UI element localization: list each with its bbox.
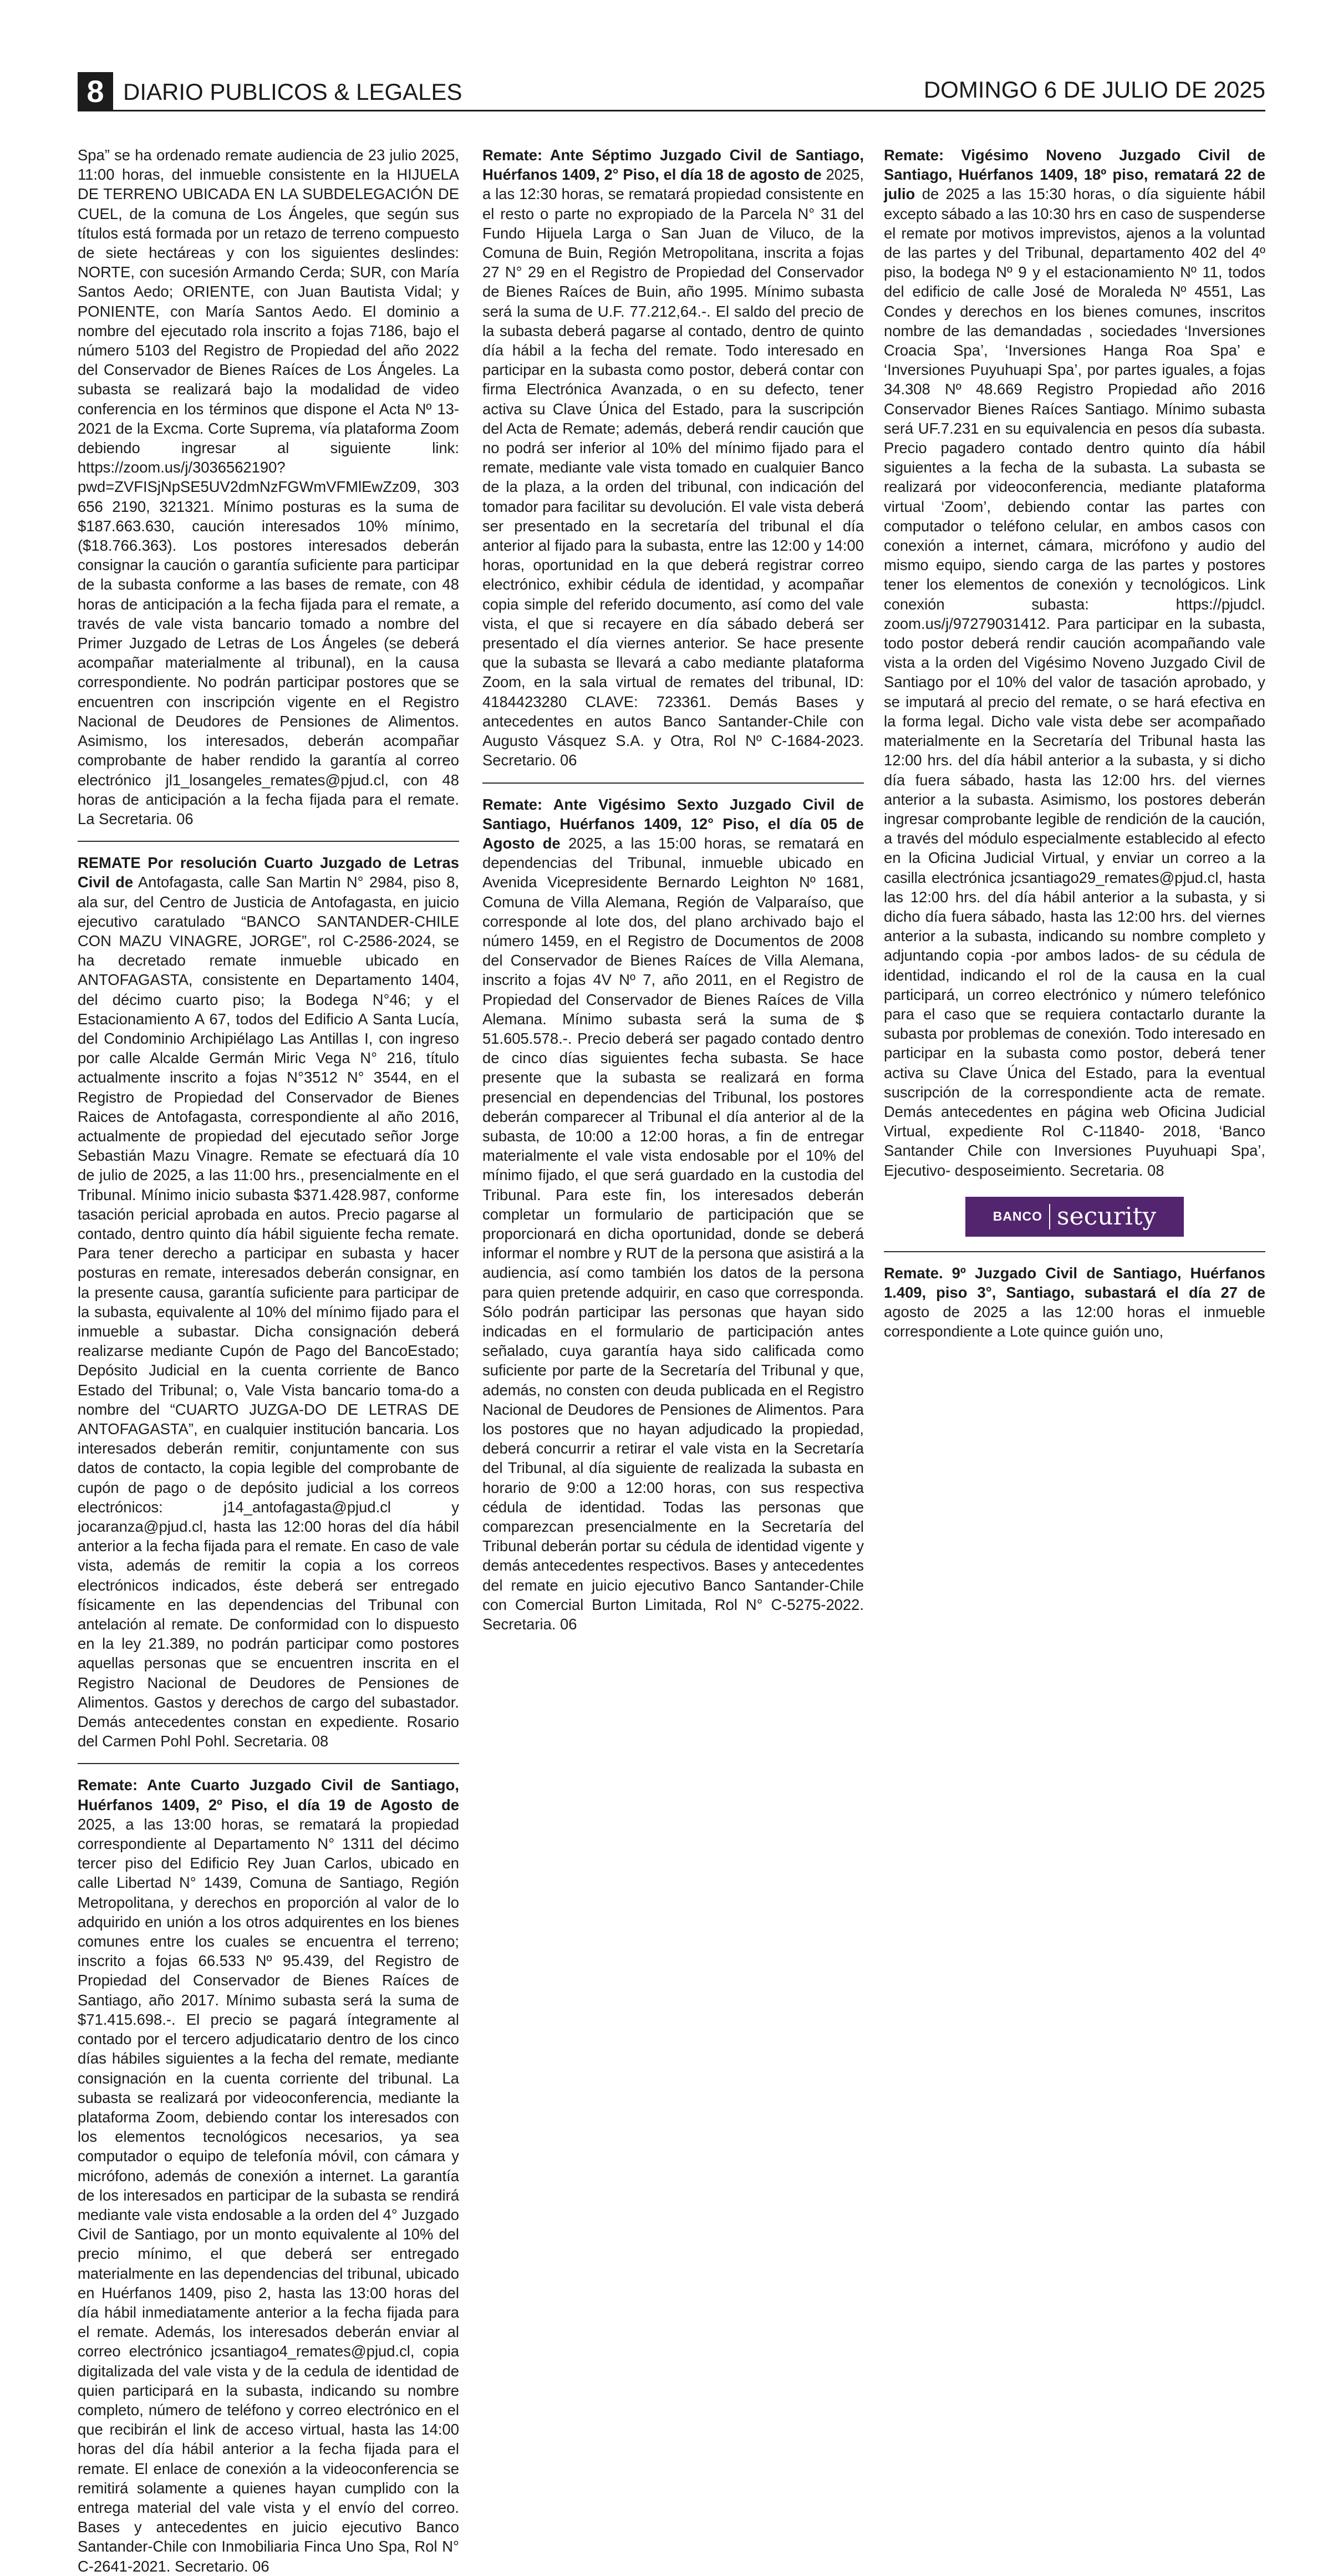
notice-text — [884, 145, 1265, 1180]
notice-divider — [482, 783, 864, 784]
notice-remate-vigesimo-sexto — [482, 795, 864, 1634]
issue-date: DOMINGO 6 DE JULIO DE 2025 — [923, 77, 1265, 103]
page-number: 8 — [78, 72, 113, 111]
notice-remate-cuarto-juzgado — [78, 1775, 459, 2575]
notice-body: 2025, a las 13:00 horas, se rematará la propiedad correspondiente al Departamento N° 1311 del décimo tercer piso del Edificio Rey Juan Carlos, ubicado en calle Libertad N° 1439, Comuna de Santiago, Región Metropolitana, y derechos en proporción al valor de lo adquirido en unión a los otros adquirentes en los bienes comunes entre los cuales se encuentra el terreno; inscrito a fojas 66.533 Nº 95.439, del Registro de Propiedad del Conservador de Bienes Raíces de Santiago, año 2017. Mínimo subasta será la suma de $71.415.698.-. El precio se pagará íntegramente al contado por el tercero adjudicatario dentro de los cinco días hábiles siguientes a la fecha del remate, mediante consignación en la cuenta corriente del tribunal. La subasta se realizará por videoconferencia, mediante la plataforma Zoom, debiendo contar los interesados con los elementos tecnológicos necesarios, ya sea computador o equipo de telefonía móvil, con cámara y micrófono, además de conexión a internet. La garantía de los interesados en participar de la subasta se rendirá mediante vale vista endosable a la orden del 4° Juzgado Civil de Santiago, por un monto equivalente al 10% del precio mínimo, el que deberá ser entregado materialmente en las dependencias del tribunal, ubicado en Huérfanos 1409, piso 2, hasta las 13:00 horas del día hábil inmediatamente anterior a la fecha fijada para el remate. Además, los interesados deberán enviar al correo electrónico jcsantiago4_remates@pjud.cl, copia digitalizada del vale vista y de la cedula de identidad de quien participará en la subasta, indicando su nombre completo, número de teléfono y correo electrónico en el que recibirán el link de acceso virtual, hasta las 14:00 horas del día hábil anterior a la fecha fijada para el remate. El enlace de conexión a la videoconferencia se remitirá solamente a quienes hayan cumplido con la entrega material del vale vista y el envío del correo. Bases y antecedentes en juicio ejecutivo Banco Santander-Chile con Inmobiliaria Finca Uno Spa, Rol N° C-2641-2021. Secretario. 06 — [78, 1815, 459, 2575]
notice-lead: Remate: Ante Cuarto Juzgado Civil de Santiago, Huérfanos 1409, 2º Piso, el día 19 de Agosto de — [78, 1776, 459, 1813]
section-title: DIARIO PUBLICOS & LEGALES — [123, 79, 462, 105]
notice-lead: REMATE Por resolución Cuarto Juzgado de Letras Civil de — [78, 854, 459, 891]
notice-body: Antofagasta, calle San Martin N° 2984, piso 8, ala sur, del Centro de Justicia de Antofagasta, en juicio ejecutivo caratulado “BANCO SANTANDER-CHILE CON MAZU VINAGRE, JORGE”, rol C-2586-2024, se ha decretado remate inmueble ubicado en ANTOFAGASTA, consistente en Departamento 1404, del décimo cuarto piso; la Bodega N°46; y el Estacionamiento A 67, todos del Edificio A Santa Lucía, del Condominio Archipiélago Las Antillas I, con ingreso por calle Alcalde Germán Miric Vega N° 216, título actualmente inscrito a fojas N°3512 N° 3544, en el Registro de Propiedad del Conservador de Bienes Raices de Antofagasta, correspondiente al año 2016, actualmente de propiedad del ejecutado señor Jorge Sebastián Mazu Vinagre. Remate se efectuará día 10 de julio de 2025, a las 11:00 hrs., presencialmente en el Tribunal. Mínimo inicio subasta $371.428.987, conforme tasación pericial aprobada en autos. Precio pagarse al contado, dentro quinto día hábil siguiente fecha remate. Para tener derecho a participar en subasta y hacer posturas en remate, interesados deberán consignar, en la presente causa, garantía suficiente para participar de la subasta, equivalente al 10% del mínimo fijado para el inmueble a subastar. Dicha consignación deberá realizarse mediante Cupón de Pago del BancoEstado; Depósito Judicial en la cuenta corriente de Banco Estado del Tribunal; o, Vale Vista bancario toma-do a nombre del “CUARTO JUZGA-DO DE LETRAS DE ANTOFAGASTA”, en cualquier institución bancaria. Los interesados deberán remitir, conjuntamente con sus datos de contacto, la copia legible del comprobante de cupón de pago o de depósito judicial a los correos electrónicos: j14_antofagasta@pjud.cl y jocaranza@pjud.cl, hasta las 12:00 horas del día hábil anterior a la fecha fijada para el remate. En caso de vale vista, además de remitir la copia a los correos electrónicos indicados, éste deberá ser entregado físicamente en las dependencias del Tribunal con antelación al remate. De conformidad con lo dispuesto en la ley 21.389, no podrán participar como postores aquellas personas que se encuentren inscrita en el Registro Nacional de Deudores de Pensiones de Alimentos. Gastos y derechos de cargo del subastador. Demás antecedentes constan en expediente. Rosario del Carmen Pohl Pohl. Secretaria. 08 — [78, 873, 459, 1750]
notice-divider — [78, 1763, 459, 1764]
notice-body: agosto de 2025 a las 12:00 horas el inmueble correspondiente a Lote quince guión uno, — [884, 1303, 1265, 1340]
column-2 — [482, 145, 864, 1931]
notice-remate-los-angeles — [78, 145, 459, 829]
column-3 — [884, 145, 1265, 1931]
notice-remate-septimo-juzgado — [482, 145, 864, 770]
notice-remate-noveno-juzgado — [884, 1263, 1265, 1342]
banco-security-ad — [965, 1197, 1184, 1237]
ad-divider — [1049, 1204, 1050, 1229]
notice-text — [482, 145, 864, 770]
notice-body: de 2025 a las 15:30 horas, o día siguiente hábil excepto sábado a las 10:30 hrs en caso de suspenderse el remate por motivos imprevistos, ajenos a la voluntad de las partes y del Tribunal, departamento 402 del 4º piso, la bodega Nº 9 y el estacionamiento Nº 11, todos del edificio de calle José de Moraleda Nº 4551, Las Condes y derechos en los bienes comunes, inscritos nombre de las demandadas , sociedades ‘Inversiones Croacia Spa’, ‘Inversiones Hanga Roa Spa’ e ‘Inversiones Puyuhuapi Spa’, por partes iguales, a fojas 34.308 Nº 48.669 Registro Propiedad año 2016 Conservador Bienes Raíces Santiago. Mínimo subasta será UF.7.231 en su equivalencia en pesos día subasta. Precio pagadero contado dentro quinto día hábil siguientes a la fecha de la subasta. La subasta se realizará por videoconferencia, mediante plataforma virtual ‘Zoom’, debiendo contar las partes con computador o teléfono celular, en ambos casos con conexión a internet, cámara, micrófono y audio del mismo equipo, siendo carga de las partes y postores tener los elementos de conexión y tecnológicos. Link conexión subasta: https://pjudcl. zoom.us/j/97279031412. Para participar en la subasta, todo postor deberá rendir caución acompañando vale vista a la orden del Vigésimo Noveno Juzgado Civil de Santiago por el 10% del valor de tasación aprobado, y se imputará al precio del remate, o se hará efectiva en la forma legal. Dicho vale vista debe ser acompañado materialmente en la Secretaría del Tribunal hasta las 12:00 hrs. del día hábil anterior a la subasta, y si dicho día fuera sábado, hasta las 12:00 hrs. del viernes anterior a la subasta. Asimismo, los postores deberán ingresar comprobante legible de rendición de la caución, a través del módulo especialmente establecido al efecto en la Oficina Judicial Virtual, y enviar un correo a la casilla electrónica jcsantiago29_remates@pjud.cl, hasta las 12:00 hrs. del día hábil anterior a la subasta, y si dicho día fuera sábado, hasta las 12:00 hrs. del viernes anterior a la subasta, indicando su nombre completo y adjuntando copia -por ambos lados- de su cédula de identidad, indicando el rol de la causa en la cual participará, un correo electrónico y número telefónico para el caso que se requiera contactarlo durante la subasta por problemas de conexión. Todo interesado en participar en la subasta como postor, deberá tener activa su Clave Única del Estado, para la eventual suscripción de la correspondiente acta de remate. Demás antecedentes en página web Oficina Judicial Virtual, expediente Rol C-11840- 2018, ‘Banco Santander Chile con Inversiones Puyuhuapi Spa’, Ejecutivo- desposeimiento. Secretaria. 08 — [884, 185, 1265, 1179]
header-rule — [78, 110, 1265, 111]
notice-body: Spa” se ha ordenado remate audiencia de 23 julio 2025, 11:00 horas, del inmueble consistente en la HIJUELA DE TERRENO UBICADA EN LA SUBDELEGACIÓN DE CUEL, de la comuna de Los Ángeles, que según sus títulos está formada por un retazo de terreno compuesto de siete hectáreas y con los siguientes deslindes: NORTE, con sucesión Armando Cerda; SUR, con María Santos Aedo; ORIENTE, con Juan Bautista Vidal; y PONIENTE, con María Santos Aedo. El dominio a nombre del ejecutado rola inscrito a fojas 7186, bajo el número 5103 del Registro de Propiedad del año 2022 del Conservador de Bienes Raíces de Los Ángeles. La subasta se realizará bajo la modalidad de video conferencia en los términos que dispone el Acta Nº 13-2021 de la Excma. Corte Suprema, vía plataforma Zoom debiendo ingresar al siguiente link: https://zoom.us/j/3036562190?pwd=ZVFISjNpSE5UV2dmNzFGWmVFMlEwZz09, 303 656 2190, 321321. Mínimo posturas es la suma de $187.663.630, caución interesados 10% mínimo, ($18.766.363). Los postores interesados deberán consignar la caución o garantía suficiente para participar de la subasta conforme a las bases de remate, con 48 horas de anticipación a la fecha fijada para el remate, a través de vale vista bancario tomado a nombre del Primer Juzgado de Letras de Los Ángeles (se deberá acompañar materialmente al tribunal), en la causa correspondiente. No podrán participar postores que se encuentren con inscripción vigente en el Registro Nacional de Deudores de Pensiones de Alimentos. Asimismo, los interesados, deberán acompañar comprobante de haber rendido la garantía al correo electrónico jl1_losangeles_remates@pjud.cl, con 48 horas de anticipación a la fecha fijada para el remate. La Secretaria. 06 — [78, 146, 459, 827]
notice-body: 2025, a las 15:00 horas, se rematará en dependencias del Tribunal, inmueble ubicado en Avenida Vicepresidente Bernardo Leighton Nº 1681, Comuna de Villa Alemana, Región de Valparaíso, que corresponde al lote dos, del plano archivado bajo el número 1459, en el Registro de Documentos de 2008 del Conservador de Bienes Raíces de Villa Alemana, inscrito a fojas 4V Nº 7, año 2011, en el Registro de Propiedad del Conservador de Bienes Raíces de Villa Alemana. Mínimo subasta será la suma de $ 51.605.578.-. Precio deberá ser pagado contado dentro de cinco días siguientes fecha subasta. Se hace presente que la subasta se realizará en forma presencial en dependencias del Tribunal, los postores deberán comparecer al Tribunal el día anterior al de la subasta, de 10:00 a 12:00 horas, a fin de entregar materialmente el vale vista endosable por el 10% del mínimo fijado, el que será guardado en la custodia del Tribunal. Para este fin, los interesados deberán completar un formulario de participación que se proporcionará en dicha oportunidad, donde se deberá informar el nombre y RUT de la persona que asistirá a la audiencia, así como también los datos de la persona para quien pretende adquirir, en caso que corresponda. Sólo podrán participar las personas que hayan sido indicadas en el formulario de participación antes señalado, cuya garantía haya sido calificada como suficiente por parte de la Secretaría del Tribunal y que, además, no consten con deuda publicada en el Registro Nacional de Deudores de Pensiones de Alimentos. Para los postores que no hayan adjudicado la propiedad, deberá concurrir a retirar el vale vista en la Secretaría del Tribunal, al día siguiente de realizada la subasta en horario de 9:00 a 12:00 horas, con sus respectiva cédula de identidad. Todas las personas que comparezcan presencialmente en la Secretaría del Tribunal deberán portar su cédula de identidad vigente y demás antecedentes respectivos. Bases y antecedentes del remate en juicio ejecutivo Banco Santander-Chile con Comercial Burton Limitada, Rol N° C-5275-2022. Secretaria. 06 — [482, 834, 864, 1633]
notice-text — [78, 853, 459, 1751]
column-1 — [78, 145, 459, 2575]
notice-text — [884, 1263, 1265, 1342]
notice-text — [482, 795, 864, 1634]
notice-remate-antofagasta — [78, 853, 459, 1751]
ad-bank-name: security — [1057, 1202, 1157, 1231]
notice-remate-vigesimo-noveno — [884, 145, 1265, 1180]
notice-divider — [78, 841, 459, 842]
notice-lead: Remate. 9º Juzgado Civil de Santiago, Huérfanos 1.409, piso 3°, Santiago, subastará el día 27 de — [884, 1264, 1265, 1301]
notice-lead: Remate: Ante Vigésimo Sexto Juzgado Civil de Santiago, Huérfanos 1409, 12° Piso, el día 05 de Agosto de — [482, 795, 864, 852]
notice-text — [78, 1775, 459, 2575]
notice-lead: Remate: Ante Séptimo Juzgado Civil de Santiago, Huérfanos 1409, 2° Piso, el día 18 de agosto de — [482, 146, 864, 184]
notice-body: 2025, a las 12:30 horas, se rematará propiedad consistente en el resto o parte no expropiado de la Parcela N° 31 del Fundo Hijuela Larga o San Juan de Viluco, de la Comuna de Buin, Región Metropolitana, inscrita a fojas 27 N° 29 en el Registro de Propiedad del Conservador de Bienes Raíces de Buin, año 1995. Mínimo subasta será la suma de U.F. 77.212,64.-. El saldo del precio de la subasta deberá pagarse al contado, dentro de quinto día hábil a la fecha del remate. Todo interesado en participar en la subasta como postor, deberá contar con firma Electrónica Avanzada, o en su defecto, tener activa su Clave Única del Estado, para la suscripción del Acta de Remate; además, deberá rendir caución que no podrá ser inferior al 10% del mínimo fijado para el remate, mediante vale vista tomado en cualquier Banco de la plaza, a la orden del tribunal, con indicación del tomador para facilitar su devolución. El vale vista deberá ser presentado en la secretaría del tribunal el día anterior al fijado para la subasta, entre las 12:00 y 14:00 horas, oportunidad en la que deberá registrar correo electrónico, exhibir cédula de identidad, y acompañar copia simple del referido documento, así como del vale vista, el que si recayere en día sábado deberá ser presentado el día viernes anterior. Se hace presente que la subasta se llevará a cabo mediante plataforma Zoom, en la sala virtual de remates del tribunal, ID: 4184423280 CLAVE: 723361. Demás Bases y antecedentes en autos Banco Santander-Chile con Augusto Vásquez S.A. y Otra, Rol Nº C-1684-2023. Secretario. 06 — [482, 166, 864, 769]
ad-bank-word: BANCO — [993, 1208, 1043, 1223]
notice-divider — [884, 1251, 1265, 1252]
notice-lead: Remate: Vigésimo Noveno Juzgado Civil de Santiago, Huérfanos 1409, 18º piso, rematará 22 de julio — [884, 146, 1265, 203]
